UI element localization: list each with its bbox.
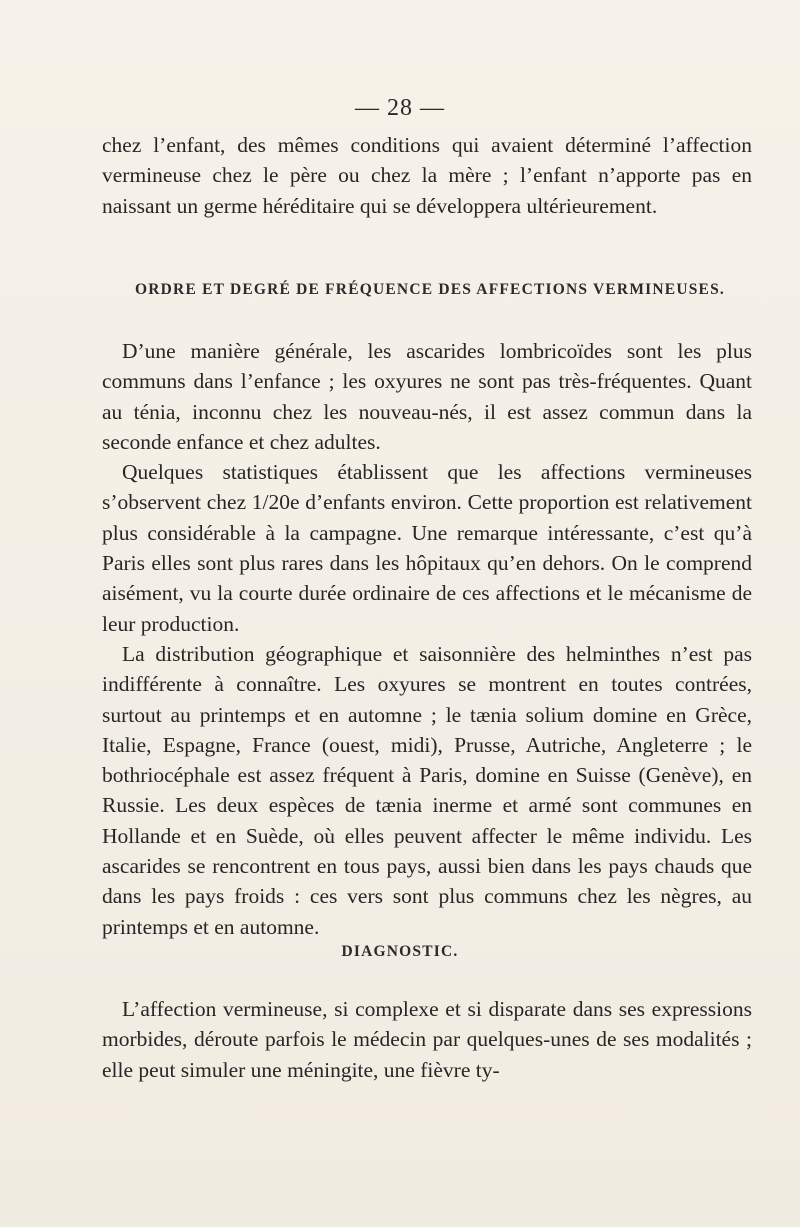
text-block-intro [102, 130, 752, 221]
paragraph-continuation: chez l’enfant, des mêmes conditions qui avaient déterminé l’affection vermineuse chez le père ou chez la mère ; l’enfant n’apporte pas en naissant un germe héréditaire qui se développera ultérieurement. [102, 133, 752, 218]
paragraph-distribution: La distribution géographique et saisonnière des helminthes n’est pas indifférente à connaître. Les oxyures se montrent en toutes contrées, surtout au printemps et en automne ; le tænia solium domine en Grèce, Italie, Espagne, France (ouest, midi), Prusse, Autriche, Angleterre ; le bothriocéphale est assez fréquent à Paris, domine en Suisse (Genève), en Russie. Les deux espèces de tænia inerme et armé sont communes en Hollande et en Suède, où elles peuvent affecter le même individu. Les ascarides se rencontrent en tous pays, aussi bien dans les pays chauds que dans les pays froids : ces vers sont plus communs chez les nègres, au printemps et en automne. [102, 641, 752, 939]
paragraph-diagnostic: L’affection vermineuse, si complexe et si disparate dans ses expressions morbides, déroute parfois le médecin par quelques-unes de ses modalités ; elle peut simuler une méningite, une fièvre ty- [102, 997, 752, 1082]
section-heading-diagnostic: DIAGNOSTIC. [341, 943, 459, 960]
text-block-frequency [102, 336, 752, 942]
paragraph-general: D’une manière générale, les ascarides lombricoïdes sont les plus communs dans l’enfance ; les oxyures ne sont pas très-fréquentes. Quant au ténia, inconnu chez les nouveau-nés, il est assez commun dans la seconde enfance et chez adultes. [102, 339, 752, 454]
text-block-diagnostic [102, 994, 752, 1085]
page-number: — 28 — [355, 95, 445, 121]
section-heading-frequency: ORDRE ET DEGRÉ DE FRÉQUENCE DES AFFECTIONS VERMINEUSES. [135, 281, 725, 298]
paragraph-statistics: Quelques statistiques établissent que les affections vermineuses s’observent chez 1/20e d’enfants environ. Cette proportion est relativement plus considérable à la campagne. Une remarque intéressante, c’est qu’à Paris elles sont plus rares dans les hôpitaux qu’en dehors. On le comprend aisément, vu la courte durée ordinaire de ces affections et le mécanisme de leur production. [102, 460, 752, 636]
